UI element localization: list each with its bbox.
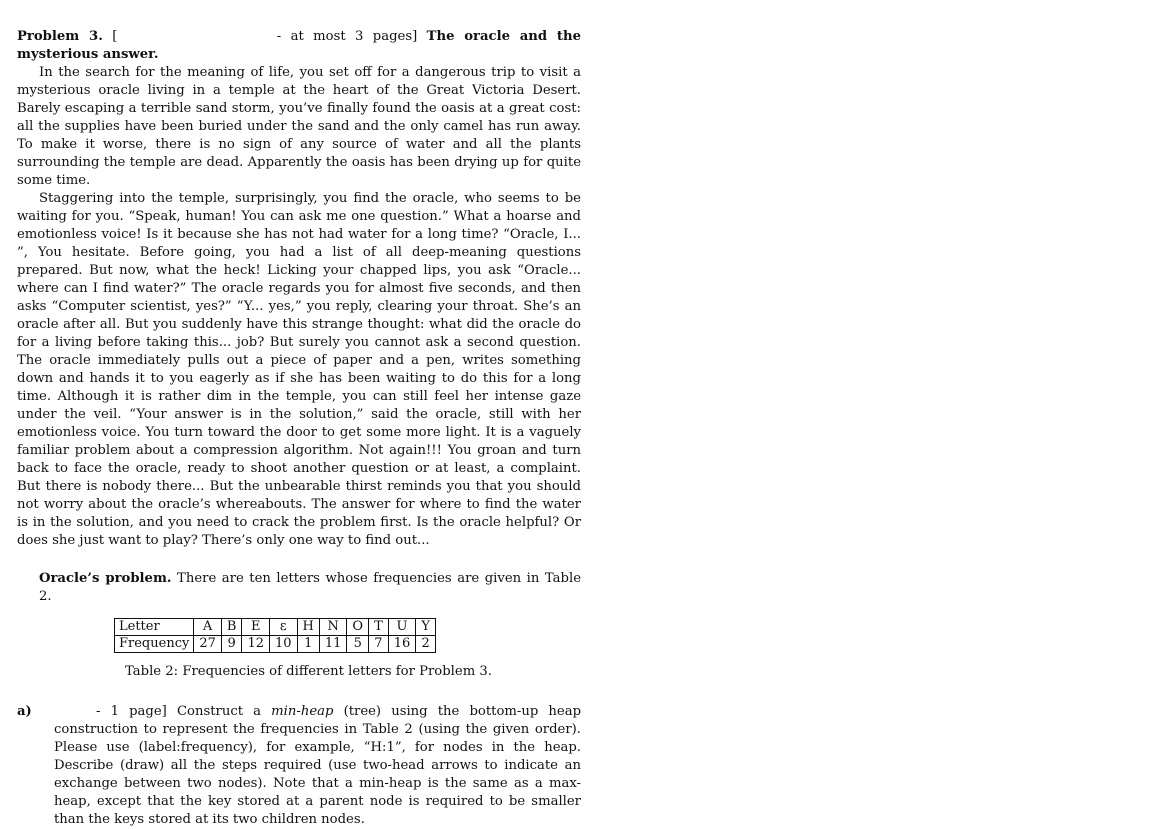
letter-cell: O [347,619,369,636]
table-caption: Table 2: Frequencies of different letters for Problem 3. [125,664,492,679]
letter-cell: U [388,619,416,636]
story-paragraph-1: In the search for the meaning of life, you set off for a dangerous trip to visit a mysterious oracle living in a temple at the heart of the Great Victoria Desert. Barely escaping a terrible sand storm, you’ve finally found the oasis at a great cost: all the supplies have been buried under the sand and the only camel has run away. To make it worse, there is no sign of any source of water and all the plants surrounding the temple are dead. Apparently the oasis has been drying up for quite some time. [17,65,581,188]
part-a [17,703,581,829]
problem-title: The oracle and the mysterious answer. [17,29,581,62]
problem-label: Problem 3. [17,29,103,44]
frequency-cell: 10 [269,636,297,653]
frequency-cell: 9 [221,636,242,653]
frequency-cell: 2 [416,636,436,653]
part-a-label: a) [17,704,32,719]
part-a-text [54,703,581,829]
problem-header [17,28,581,64]
frequency-cell: 7 [369,636,389,653]
frequency-table [114,618,436,653]
frequency-row [115,636,436,653]
frequency-cell: 27 [194,636,222,653]
letter-cell: ε [269,619,297,636]
frequency-table-wrap [114,618,581,653]
letter-row-label: Letter [115,619,194,636]
frequency-row-label: Frequency [115,636,194,653]
oracle-problem [17,570,581,606]
letter-cell: B [221,619,242,636]
frequency-cell: 11 [319,636,347,653]
frequency-cell: 5 [347,636,369,653]
letter-cell: H [297,619,319,636]
letter-cell: T [369,619,389,636]
story-paragraph-2: Staggering into the temple, surprisingly, you find the oracle, who seems to be waiting for you. “Speak, human! You can ask me one question.” What a hoarse and emotionless voice! Is it because she has not had water for a long time? “Oracle, I... ”, You hesitate. Before going, you had a list of all deep-meaning questions prepared. But now, what the heck! Licking your chapped lips, you ask “Oracle... where can I find water?” The oracle regards you for almost five seconds, and then asks “Computer scientist, yes?” “Y... yes,” you reply, clearing your throat. She’s an oracle after all. But you suddenly have this strange thought: what did the oracle do for a living before taking this... job? But surely you cannot ask a second question. The oracle immediately pulls out a piece of paper and a pen, writes something down and hands it to you eagerly as if she has been waiting to do this for a long time. Although it is rather dim in the temple, you can still feel her intense gaze under the veil. “Your answer is in the solution,” said the oracle, still with her emotionless voice. You turn toward the door to get some more light. It is a vaguely familiar problem about a compression algorithm. Not again!!! You groan and turn back to face the oracle, ready to shoot another question or at least, a complaint. But there is nobody there... But the unbearable thirst reminds you that you should not worry about the oracle’s whereabouts. The answer for where to find the water is in the solution, and you need to crack the problem first. Is the oracle helpful? Or does she just want to play? There’s only one way to find out... [17,191,581,548]
letter-cell: A [194,619,222,636]
part-a-text-2: (tree) using the bottom-up heap construction to represent the frequencies in Table 2 (using the given order). Please use (label:frequency), for example, “H:1”, for nodes in the heap. Describe (draw) all the steps required (use two-head arrows to indicate an exchange between two nodes). Note that a min-heap is the same as a max-heap, except that the key stored at a parent node is required to be smaller than the keys stored at its two children nodes. [54,704,582,827]
letter-cell: Y [416,619,436,636]
letter-cell: E [242,619,270,636]
letter-cell: N [319,619,347,636]
points-open: [ [112,29,118,44]
frequency-cell: 1 [297,636,319,653]
part-a-text-1: Construct a [176,704,272,719]
part-a-page-limit: - 1 page] [96,704,167,719]
part-a-emphasis: min-heap [271,704,334,719]
oracle-problem-text: There are ten letters whose frequencies are given in Table 2. [39,571,581,604]
page-limit: - at most 3 pages] [276,29,418,44]
frequency-cell: 12 [242,636,270,653]
document-page [17,28,581,829]
frequency-cell: 16 [388,636,416,653]
letter-row [115,619,436,636]
oracle-problem-heading: Oracle’s problem. [39,571,172,586]
